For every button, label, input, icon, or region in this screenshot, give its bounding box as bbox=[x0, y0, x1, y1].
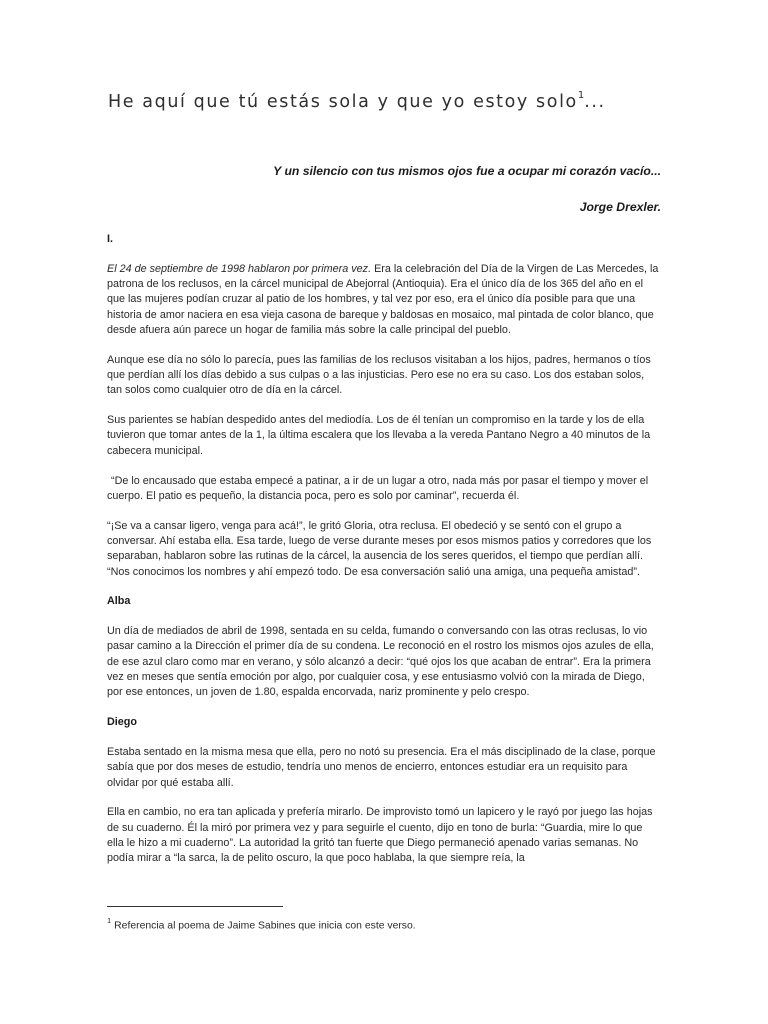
title-ellipsis: ... bbox=[584, 92, 606, 112]
paragraph-italic-lead: El 24 de septiembre de 1998 hablaron por primera vez. bbox=[107, 262, 372, 275]
paragraph: Sus parientes se habían despedido antes del mediodía. Los de él tenían un compromiso en la tarde y los de ella tuvieron que tomar antes de la 1, la última escalera que los llevaba a la vereda Pantano Negro a 40 minutos de la cabecera municipal. bbox=[107, 414, 651, 457]
paragraph: Un día de mediados de abril de 1998, sentada en su celda, fumando o conversando con las otras reclusas, lo vio pasar camino a la Dirección el primer día de su condena. Le reconoció en el rostro los mismos ojos azules de ella, de ese azul claro como mar en verano, y sólo alcanzó a decir: “qué ojos los que acaban de entrar”. Era la primera vez en meses que sentía emoción por algo, por cualquier cosa, y ese entusiasmo volvió con la mirada de Diego, por ese entonces, un joven de 1.80, espalda encorvada, nariz prominente y pelo crespo. bbox=[107, 625, 654, 699]
paragraph bbox=[107, 262, 662, 338]
document-title bbox=[108, 92, 606, 112]
paragraph-text: Era la celebración del Día de la Virgen de Las Mercedes, la patrona de los reclusos, en la cárcel municipal de Abejorral (Antioquia). Era el único día de los 365 del año en el que las mujeres podían cruzar al patio de los hombres, y tal vez por eso, era el único día posible para que una historia de amor naciera en esa vieja casona de bareque y baldosas en mosaico, mal pintada de color blanco, que desde afuera aún parece un hogar de familia más sobre la calle principal del pueblo. bbox=[107, 262, 659, 336]
section-heading-alba: Alba bbox=[107, 595, 131, 608]
title-text: He aquí que tú estás sola y que yo estoy solo bbox=[108, 92, 578, 112]
paragraph: Aunque ese día no sólo lo parecía, pues las familias de los reclusos visitaban a los hijos, padres, hermanos o tíos que perdían allí los días debido a sus culpas o a las injusticias. Pero ese no era su caso. Los dos estaban solos, tan solos como cualquier otro de día en la cárcel. bbox=[107, 353, 651, 397]
footnote bbox=[107, 917, 416, 931]
footnote-text: Referencia al poema de Jaime Sabines que inicia con este verso. bbox=[114, 920, 416, 932]
footnote-number: 1 bbox=[107, 916, 112, 925]
title-footnote-ref[interactable]: 1 bbox=[577, 90, 585, 102]
paragraph: Estaba sentado en la misma mesa que ella, pero no notó su presencia. Era el más disciplinado de la clase, porque sabía que por dos meses de estudio, tendría uno menos de encierro, entonces estudiar era un requisito para olvidar por qué estaba allí. bbox=[107, 745, 656, 789]
document-body bbox=[107, 232, 662, 881]
paragraph: “¡Se va a cansar ligero, venga para acá!”, le gritó Gloria, otra reclusa. El obedeció y se sentó con el grupo a conversar. Ahí estaba ella. Esa tarde, luego de verse durante meses por esos mismos patios y corredores que los separaban, hablaron sobre las rutinas de la cárcel, la ausencia de los seres queridos, el tiempo que perdían allí. “Nos conocimos los nombres y ahí empezó todo. De esa conversación salió una amiga, una pequeña amistad”. bbox=[107, 519, 652, 578]
paragraph: Ella en cambio, no era tan aplicada y prefería mirarlo. De improvisto tomó un lapicero y le rayó por juego las hojas de su cuaderno. Él la miró por primera vez y para seguirle el cuento, dijo en tono de burla: “Guardia, mire lo que ella le hizo a mi cuaderno”. La autoridad la gritó tan fuerte que Diego permaneció apenado varias semanas. No podía mirar a “la sarca, la de pelito oscuro, la que poco hablaba, la que siempre reía, la bbox=[107, 806, 653, 865]
epigraph-author: Jorge Drexler. bbox=[579, 200, 661, 214]
paragraph: “De lo encausado que estaba empecé a patinar, a ir de un lugar a otro, nada más por pasar el tiempo y mover el cuerpo. El patio es pequeño, la distancia poca, pero es solo por caminar”, recuerda él. bbox=[107, 474, 649, 502]
footnote-divider bbox=[107, 906, 283, 907]
section-heading-diego: Diego bbox=[107, 716, 137, 729]
epigraph: Y un silencio con tus mismos ojos fue a ocupar mi corazón vacío... bbox=[273, 164, 661, 178]
section-heading-i: I. bbox=[107, 233, 113, 245]
